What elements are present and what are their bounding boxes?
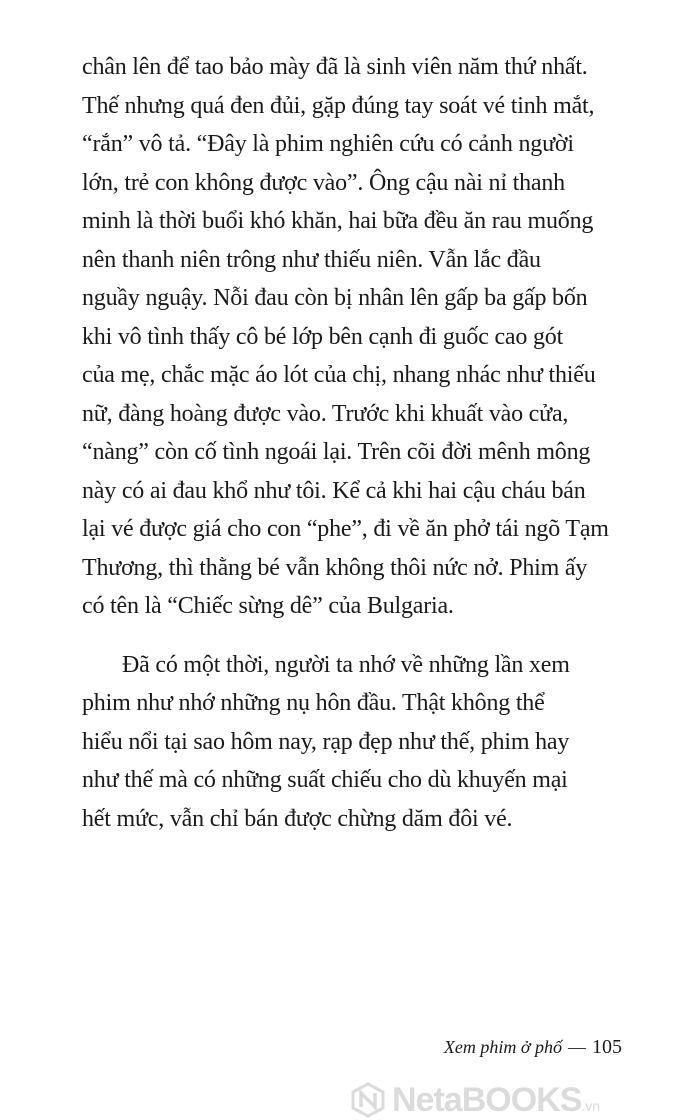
watermark-suffix: .vn [581, 1097, 601, 1114]
text-line: hết mức, vẫn chỉ bán được chừng dăm đôi vé. [82, 805, 513, 832]
text-line: lớn, trẻ con không được vào”. Ông cậu nài nỉ thanh [82, 169, 565, 196]
text-line: “rắn” vô tả. “Đây là phim nghiên cứu có cảnh người [82, 131, 574, 157]
text-line: Thương, thì thằng bé vẫn không thôi nức nở. Phim ấy [82, 554, 588, 581]
paragraph-gap [82, 626, 622, 646]
text-line: “nàng” còn cố tình ngoái lại. Trên cõi đời mênh mông [82, 439, 591, 465]
text-line: minh là thời buổi khó khăn, hai bữa đều ăn rau muống [82, 208, 594, 234]
text-line: nguầy nguậy. Nỗi đau còn bị nhân lên gấp ba gấp bốn [82, 285, 588, 311]
text-line: lại vé được giá cho con “phe”, đi về ăn phở tái ngõ Tạm [82, 516, 609, 542]
paragraph-1 [82, 48, 622, 626]
text-line: có tên là “Chiếc sừng dê” của Bulgaria. [82, 593, 454, 619]
running-title: Xem phim ở phố [443, 1037, 562, 1057]
text-line: này có ai đau khổ như tôi. Kể cả khi hai cậu cháu bán [82, 477, 586, 504]
footer-separator: — [568, 1037, 586, 1057]
netabooks-logo-icon [350, 1082, 386, 1118]
page-body [82, 48, 622, 838]
watermark-brand-text: NetaBOOKS [392, 1080, 582, 1119]
text-line: phim như nhớ những nụ hôn đầu. Thật không thể [82, 690, 545, 716]
text-line: hiểu nổi tại sao hôm nay, rạp đẹp như thế, phim hay [82, 728, 570, 755]
text-line: nữ, đàng hoàng được vào. Trước khi khuất vào cửa, [82, 400, 569, 427]
text-line: của mẹ, chắc mặc áo lót của chị, nhang nhác như thiếu [82, 362, 596, 388]
watermark-brand [392, 1081, 600, 1120]
page-number: 105 [592, 1036, 622, 1058]
watermark [350, 1082, 695, 1118]
text-line: khi vô tình thấy cô bé lớp bên cạnh đi guốc cao gót [82, 323, 564, 350]
text-line: nên thanh niên trông như thiếu niên. Vẫn lắc đầu [82, 246, 541, 273]
page-footer [400, 1036, 622, 1059]
text-line: Đã có một thời, người ta nhớ về những lần xem [122, 651, 570, 678]
text-line: chân lên để tao bảo mày đã là sinh viên năm thứ nhất. [82, 54, 588, 80]
paragraph-2 [82, 646, 622, 839]
text-line: như thế mà có những suất chiếu cho dù khuyến mại [82, 767, 568, 793]
text-line: Thế nhưng quá đen đủi, gặp đúng tay soát vé tinh mắt, [82, 92, 595, 119]
